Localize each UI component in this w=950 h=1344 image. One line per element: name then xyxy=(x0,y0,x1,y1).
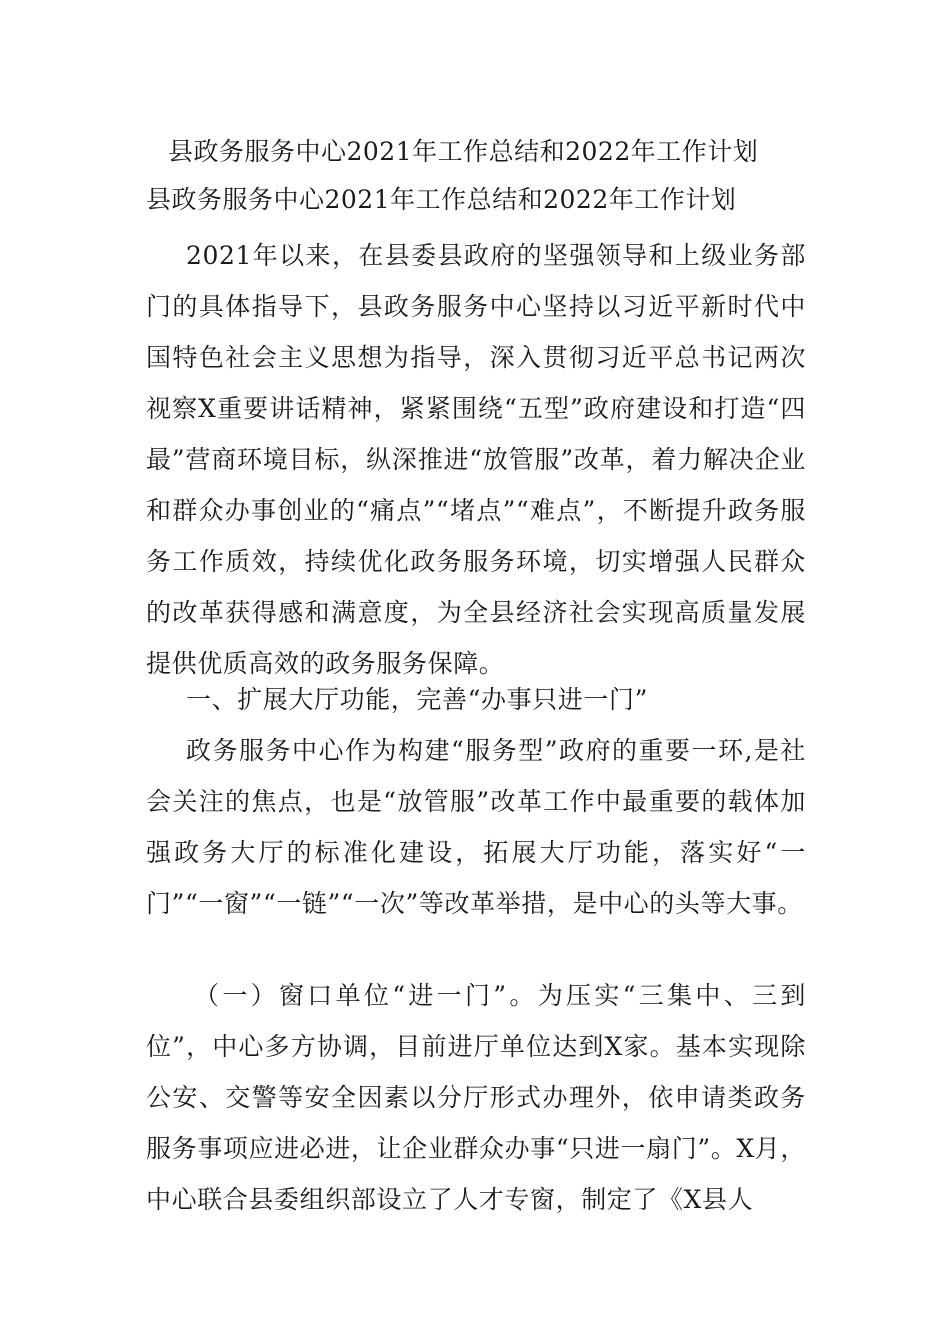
subsection-1-paragraph: （一）窗口单位“进一门”。为压实“三集中、三到位”，中心多方协调，目前进厅单位达到X家。基本实现除公安、交警等安全因素以分厅形式办理外，依申请类政务服务事项应进必进，让企业群众办事“只进一扇门”。X月，中心联合县委组织部设立了人才专窗，制定了《X县人 xyxy=(146,981,806,1214)
section-1-paragraph: 政务服务中心作为构建“服务型”政府的重要一环,是社会关注的焦点，也是“放管服”改革工作中最重要的载体加强政务大厅的标准化建设，拓展大厅功能，落实好“一门”“一窗”“一链”“一次”等改革举措，是中心的头等大事。 xyxy=(146,736,806,918)
intro-paragraph: 2021年以来，在县委县政府的坚强领导和上级业务部门的具体指导下，县政务服务中心坚持以习近平新时代中国特色社会主义思想为指导，深入贯彻习近平总书记两次视察X重要讲话精神，紧紧围绕“五型”政府建设和打造“四最”营商环境目标，纵深推进“放管服”改革，着力解决企业和群众办事创业的“痛点”“堵点”“难点”，不断提升政务服务工作质效，持续优化政务服务环境，切实增强人民群众的改革获得感和满意度，为全县经济社会实现高质量发展提供优质高效的政务服务保障。 xyxy=(146,241,806,678)
section-heading-1: 一、扩展大厅功能，完善“办事只进一门” xyxy=(186,685,648,714)
document-title: 县政务服务中心2021年工作总结和2022年工作计划 xyxy=(168,137,759,166)
document-title-repeat: 县政务服务中心2021年工作总结和2022年工作计划 xyxy=(146,185,737,214)
